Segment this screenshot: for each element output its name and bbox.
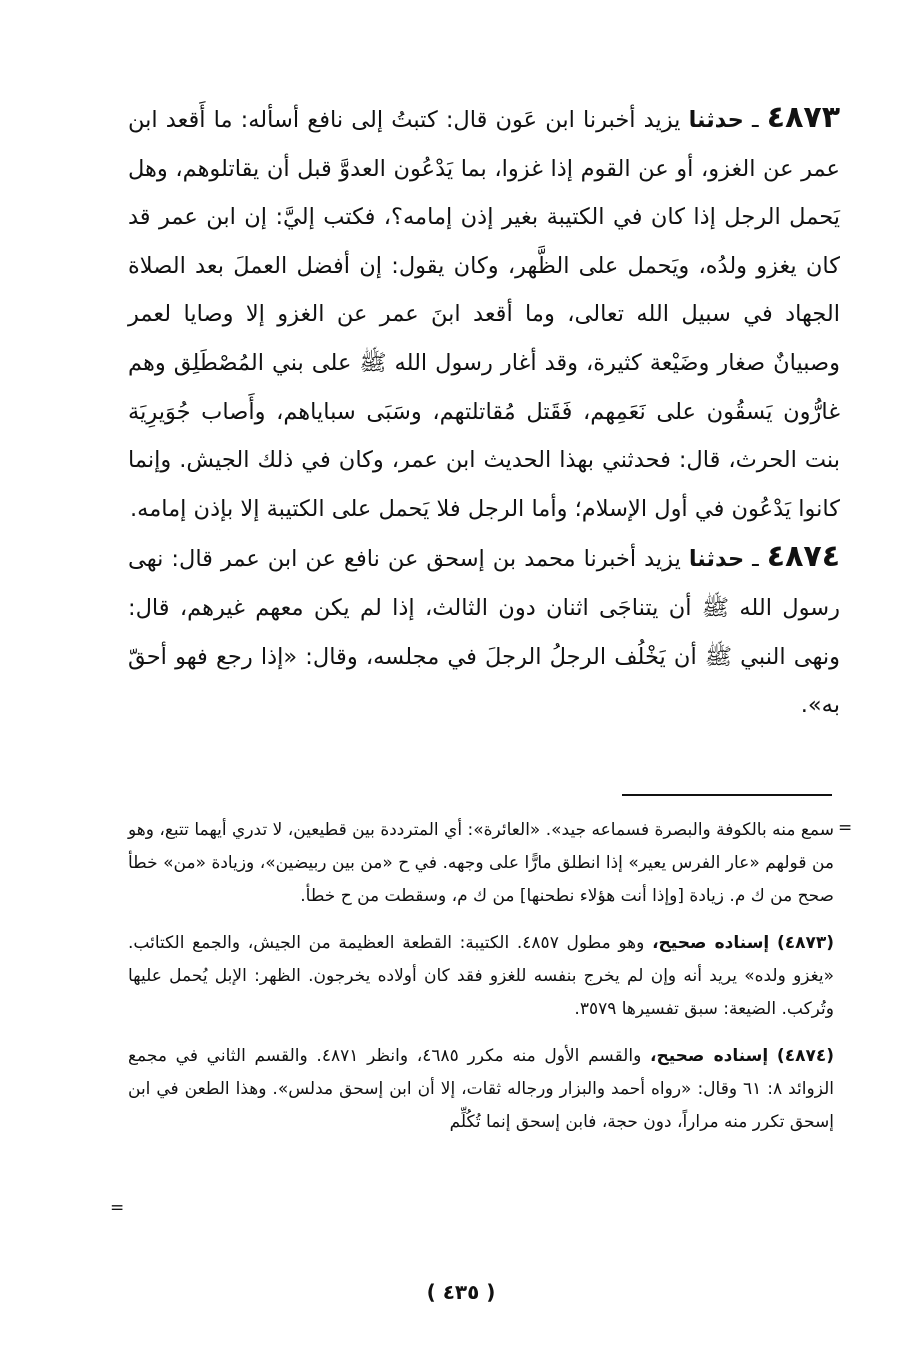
footnote-4873 <box>128 927 834 1026</box>
hadith-lead-word: حدثنا <box>688 107 744 133</box>
footnote-4874 <box>128 1040 834 1139</box>
hadith-lead-word: حدثنا <box>688 546 745 573</box>
hadith-text: يزيد أخبرنا محمد بن إسحق عن نافع عن ابن عمر قال: نهى رسول الله ﷺ أن يتناجَى اثنان دون الثالث، إذا لم يكن معهم غيرهم، قال: ونهى النبي ﷺ أن يَخْلُف الرجلُ الرجلَ في مجلسه، وقال: «إذا رجع فهو أحقّ به». <box>128 546 840 719</box>
footnote-text: وهو مطول ٤٨٥٧. الكتيبة: القطعة العظيمة من الجيش، والجمع الكتائب. «يغزو ولده» يريد أنه وإن لم يخرج بنفسه للغزو فقد كان أولاده يخرجون. الظهر: الإبل يُحمل عليها وتُركب. الضيعة: سبق تفسيرها ٣٥٧٩. <box>128 933 834 1019</box>
footnote-ref: (٤٨٧٤) <box>776 1046 834 1066</box>
hadith-text: يزيد أخبرنا ابن عَون قال: كتبتُ إلى نافع أسأله: ما أَقعد ابن عمر عن الغزو، أو عن القوم إذا غزوا، بما يَدْعُون العدوَّ قبل أن يقاتلوهم، وهل يَحمل الرجل إذا كان في الكتيبة بغير إذن إمامه؟، فكتب إليَّ: إن ابن عمر قد كان يغزو ولدُه، ويَحمل على الظَّهر، وكان يقول: إن أفضل العملَ بعد الصلاة الجهاد في سبيل الله تعالى، وما أقعد ابنَ عمر عن الغزو إلا وصايا لعمر وصبيانٌ صغار وضَيْعة كثيرة، وقد أغار رسول الله ﷺ على بني المُصْطَلِق وهم غارُّون يَسقُون على نَعَمِهم، فَقَتل مُقاتلتهم، وسَبَى سباياهم، وأَصاب جُوَيرِيَة بنت الحرث، قال: فحدثني بهذا الحديث ابن عمر، وكان في ذلك الجيش. وإنما كانوا يَدْعُون في أول الإسلام؛ وأما الرجل فلا يَحمل على الكتيبة إلا بإذن إمامه. <box>128 107 840 522</box>
footnote-lead: إسناده صحيح، <box>650 1046 769 1066</box>
continuation-mark-bottom: = <box>110 1198 125 1218</box>
footnotes <box>128 814 834 1153</box>
footnote-text: سمع منه بالكوفة والبصرة فسماعه جيد». «العائرة»: أي المترددة بين قطيعين، لا تدري أيهما تتبع، وهو من قولهم «عار الفرس يعير» إذا انطلق مارًّا على وجهه. في ح «من بين ربيضين»، وزيادة «من» خطأ صحح من ك م. زيادة [وإذا أنت هؤلاء نطحنها] من ك م، وسقطت من ح خطأ. <box>128 820 834 906</box>
continuation-mark-top: = <box>838 818 853 838</box>
hadith-4874 <box>128 533 840 729</box>
hadith-4873 <box>128 94 840 533</box>
footnote-ref: (٤٨٧٣) <box>776 933 835 953</box>
footnote-divider <box>622 794 832 796</box>
hadith-dash: ـ <box>752 546 759 573</box>
hadith-dash: ـ <box>752 107 759 133</box>
main-text <box>128 94 840 730</box>
footnote-lead: إسناده صحيح، <box>652 933 770 953</box>
hadith-number: ٤٨٧٣ <box>766 100 841 135</box>
footnote-text: والقسم الأول منه مكرر ٤٦٨٥، وانظر ٤٨٧١. والقسم الثاني في مجمع الزوائد ٨: ٦١ وقال: «رواه أحمد والبزار ورجاله ثقات، إلا أن ابن إسحق مدلس». وهذا الطعن في ابن إسحق تكرر منه مراراً، دون حجة، فابن إسحق إنما تُكُلِّم <box>128 1046 835 1132</box>
footnote-continuation <box>128 814 834 913</box>
page-number: ( ٤٣٥ ) <box>426 1280 496 1304</box>
hadith-number: ٤٨٧٤ <box>766 539 841 575</box>
